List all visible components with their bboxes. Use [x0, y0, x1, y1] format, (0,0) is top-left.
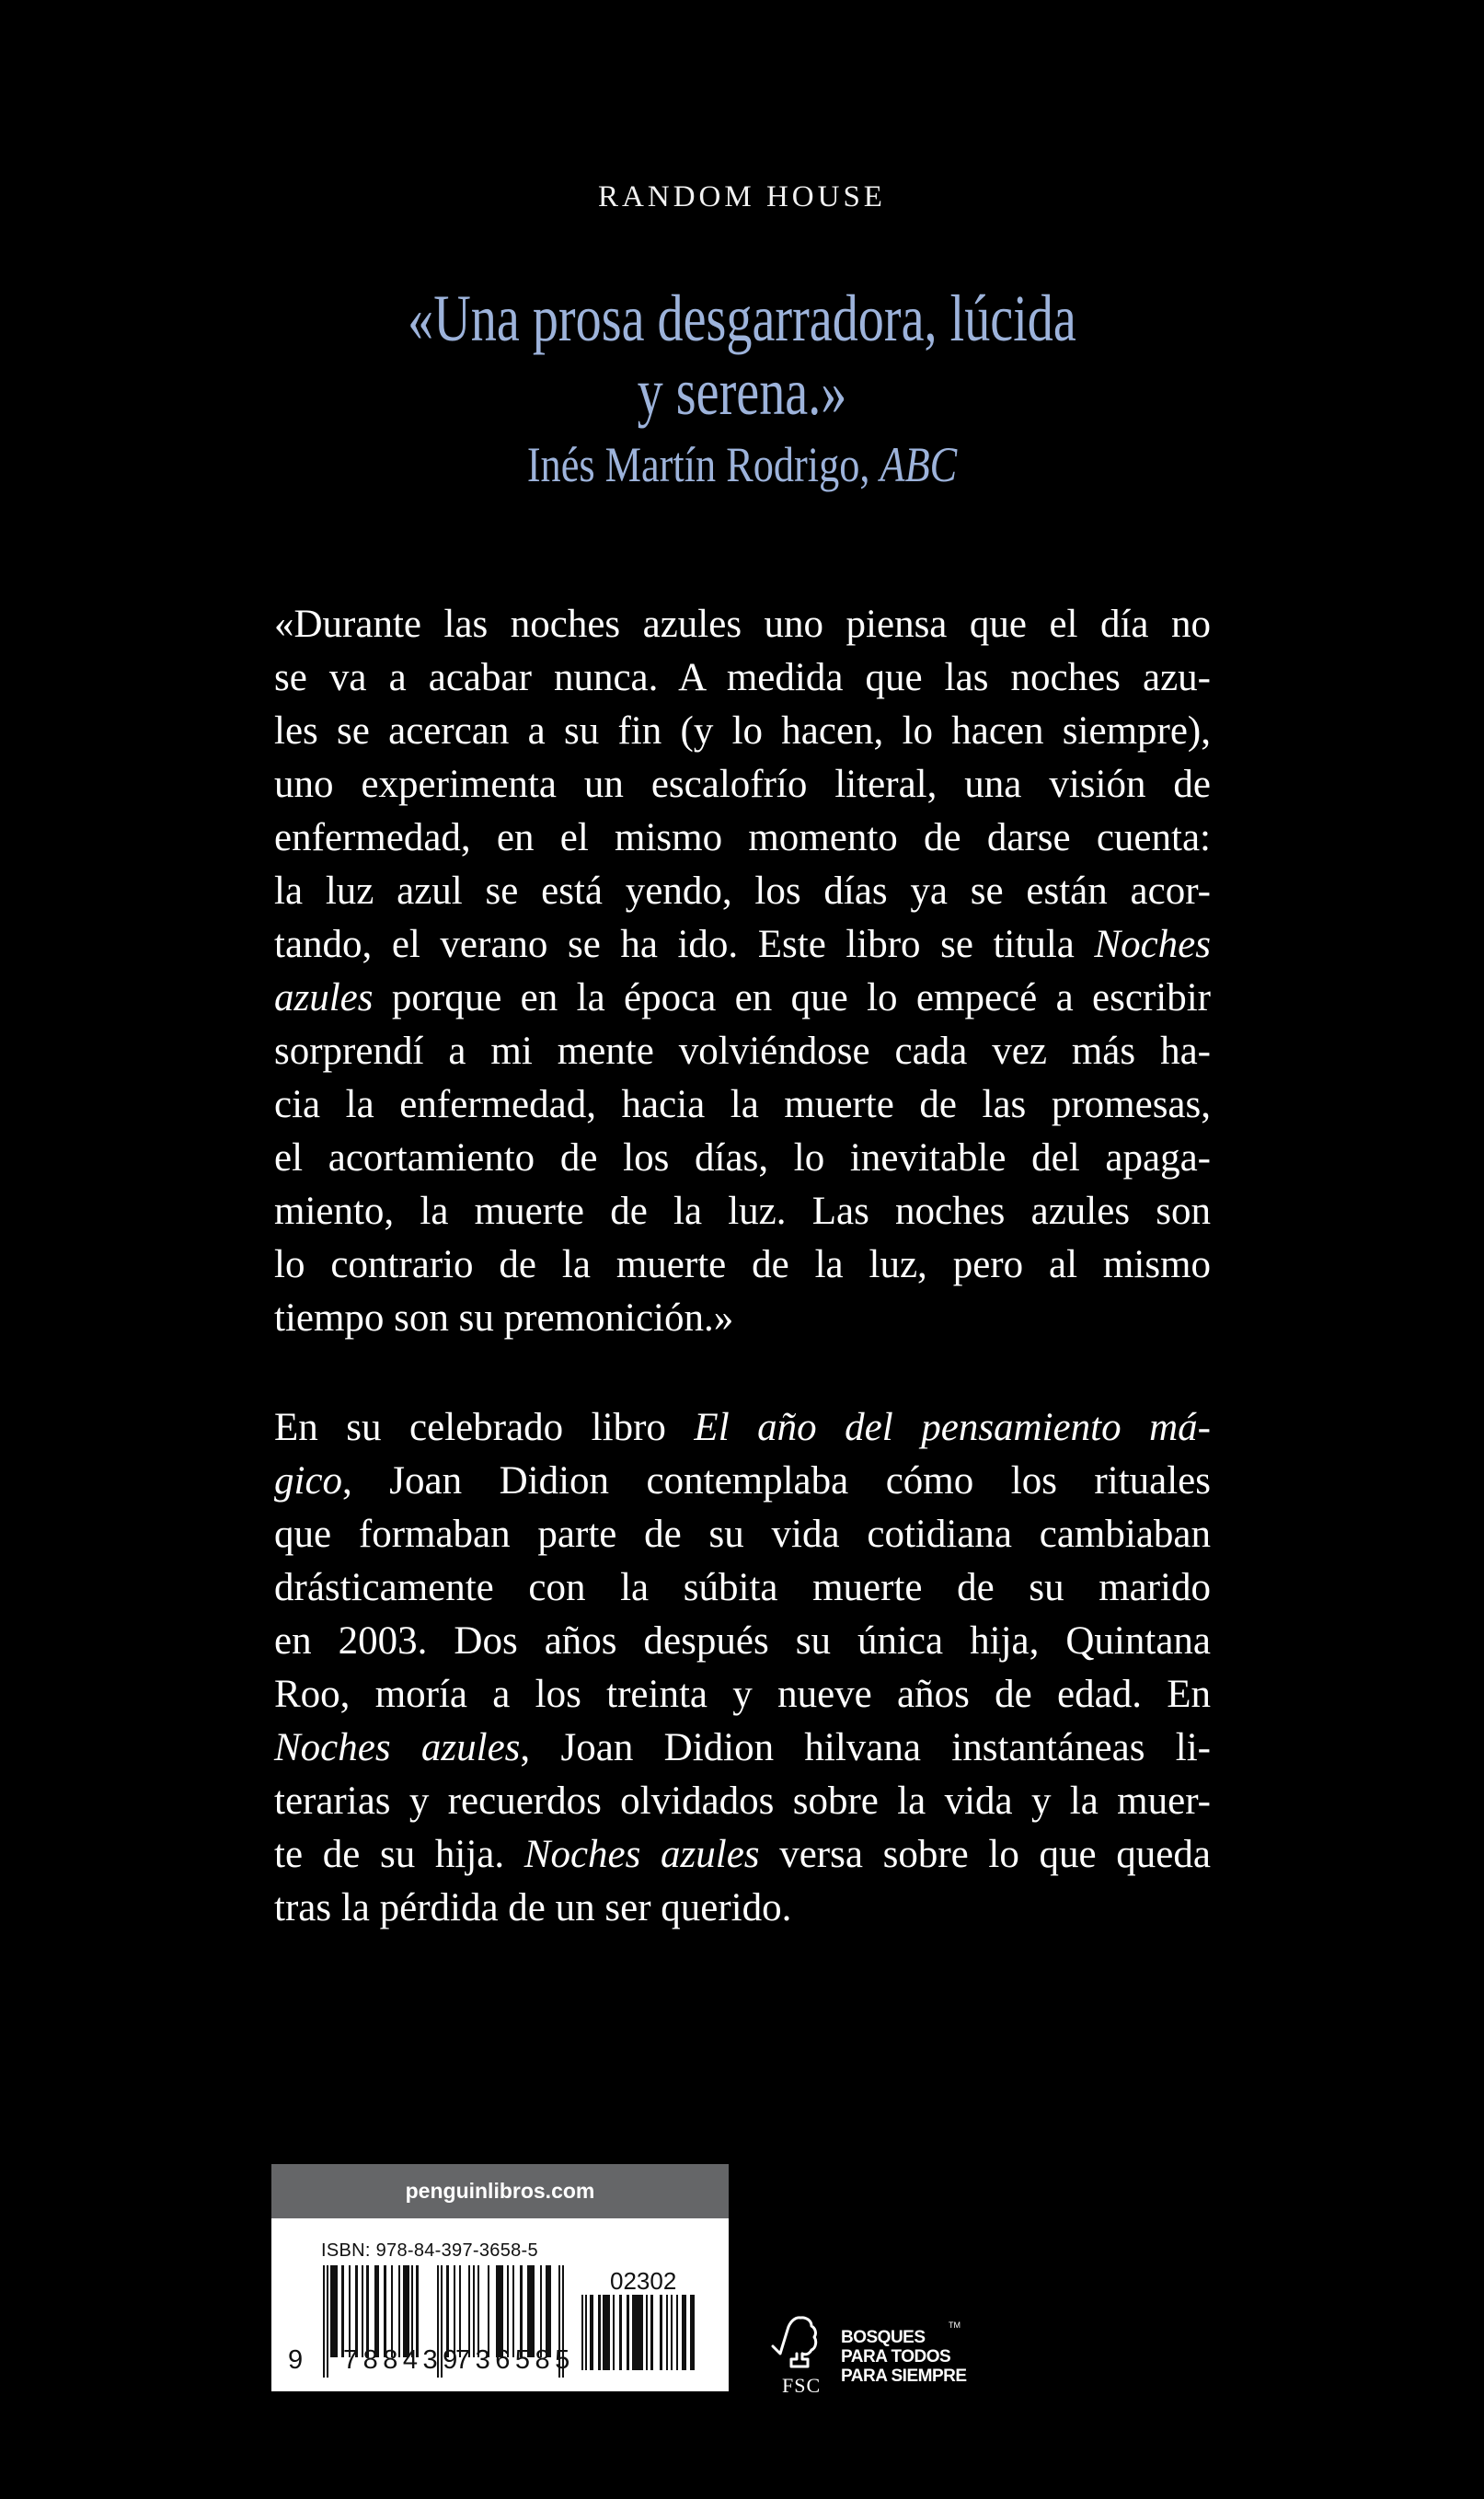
description-paragraph — [274, 1401, 1211, 1935]
text-line: gico, Joan Didion contemplaba cómo los rituales — [274, 1459, 1211, 1503]
text-line: que formaban parte de su vida cotidiana cambiaban — [274, 1513, 1211, 1556]
text-line: miento, la muerte de la luz. Las noches azules son — [274, 1190, 1211, 1233]
fsc-slogan — [841, 2328, 967, 2386]
text-line: tiempo son su premonición.» — [274, 1296, 734, 1340]
attribution-source: ABC — [880, 437, 958, 492]
text-line: les se acercan a su fin (y lo hacen, lo hacen siempre), — [274, 709, 1211, 753]
text-line: «Durante las noches azules uno piensa que el día no — [274, 603, 1211, 646]
ean-first-digit: 9 — [288, 2345, 308, 2375]
blurb-attribution — [133, 434, 1351, 495]
author-quote-paragraph — [274, 598, 1211, 1345]
text-line: sorprendí a mi mente volviéndose cada vez más ha- — [274, 1030, 1211, 1073]
text-line: la luz azul se está yendo, los días ya se están acor- — [274, 869, 1211, 913]
fsc-label: FSC — [782, 2374, 822, 2397]
text-line: tras la pérdida de un ser querido. — [274, 1886, 792, 1929]
ean-left-digits: 788439 — [343, 2345, 463, 2375]
price-addon-code: 02302 — [610, 2267, 677, 2295]
ean-right-digits: 736585 — [455, 2345, 575, 2375]
text-line: uno experimenta un escalofrío literal, una visión de — [274, 763, 1211, 806]
text-line: se va a acabar nunca. A medida que las noches azu- — [274, 656, 1211, 699]
text-line: te de su hija. Noches azules versa sobre lo que queda — [274, 1833, 1211, 1876]
barcode-block — [271, 2164, 729, 2391]
text-line: en 2003. Dos años después su única hija, Quintana — [274, 1619, 1211, 1663]
slogan-line: PARA TODOS — [841, 2347, 951, 2367]
text-line: En su celebrado libro El año del pensamiento má- — [274, 1406, 1211, 1449]
text-line: azules porque en la época en que lo empecé a escribir — [274, 976, 1211, 1019]
publisher-name: RANDOM HOUSE — [598, 180, 886, 213]
press-blurb — [0, 282, 1484, 495]
slogan-line: BOSQUES — [841, 2328, 926, 2347]
text-line: tando, el verano se ha ido. Este libro se titula Noches — [274, 923, 1211, 966]
isbn-label: ISBN: 978-84-397-3658-5 — [321, 2240, 538, 2261]
text-line: cia la enfermedad, hacia la muerte de las promesas, — [274, 1083, 1211, 1126]
attribution-name: Inés Martín Rodrigo, — [526, 437, 880, 492]
fsc-tree-checkmark-icon — [771, 2309, 819, 2372]
blurb-quote-line: «Una prosa desgarradora, lúcida — [408, 282, 1076, 355]
text-line: Noches azules, Joan Didion hilvana instantáneas li- — [274, 1726, 1211, 1769]
text-line: terarias y recuerdos olvidados sobre la vida y la muer- — [274, 1779, 1211, 1823]
slogan-line: PARA SIEMPRE — [841, 2367, 967, 2386]
website-band: penguinlibros.com — [271, 2164, 729, 2218]
fsc-certification — [771, 2309, 1010, 2401]
text-line: lo contrario de la muerte de la luz, pero al mismo — [274, 1243, 1211, 1286]
text-line: drásticamente con la súbita muerte de su marido — [274, 1566, 1211, 1609]
text-line: Roo, moría a los treinta y nueve años de edad. En — [274, 1673, 1211, 1716]
blurb-quote-line: y serena.» — [637, 355, 847, 429]
text-line: enfermedad, en el mismo momento de darse cuenta: — [274, 816, 1211, 859]
addon-barcode-icon — [581, 2295, 699, 2370]
text-line: el acortamiento de los días, lo inevitable del apaga- — [274, 1136, 1211, 1180]
trademark-mark: TM — [949, 2320, 961, 2330]
